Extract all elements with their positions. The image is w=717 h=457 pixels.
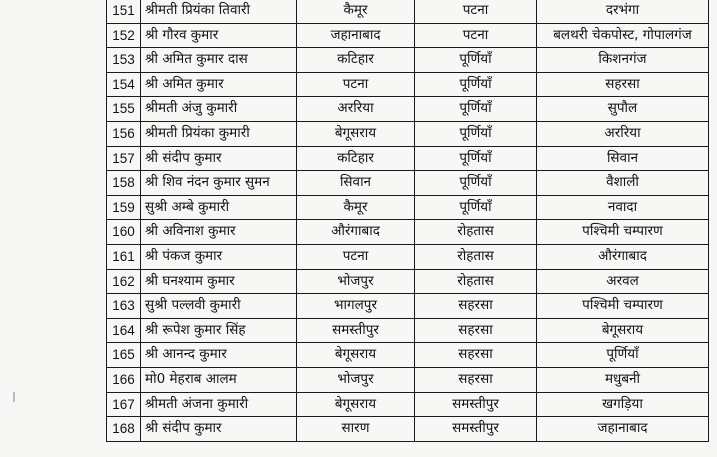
table-row: [107, 343, 709, 368]
current-posting-cell: पूर्णियाँ: [415, 72, 537, 97]
current-posting-cell: पूर्णियाँ: [415, 171, 537, 196]
home-district-cell: कटिहार: [297, 146, 415, 171]
employee-name-cell: मो0 मेहराब आलम: [141, 367, 297, 392]
serial-number-cell: 166: [107, 367, 141, 392]
current-posting-cell: रोहतास: [415, 269, 537, 294]
current-posting-cell: पटना: [415, 23, 537, 48]
employee-name-cell: श्री पंकज कुमार: [141, 244, 297, 269]
serial-number-cell: 151: [107, 0, 141, 23]
employee-name-cell: सुश्री अम्बे कुमारी: [141, 195, 297, 220]
serial-number-cell: 160: [107, 220, 141, 245]
scan-margin-mark: [13, 392, 15, 402]
serial-number-cell: 163: [107, 294, 141, 319]
table-row: [107, 72, 709, 97]
employee-name-cell: श्री रूपेश कुमार सिंह: [141, 318, 297, 343]
table-row: [107, 97, 709, 122]
employee-name-cell: श्रीमती अंजना कुमारी: [141, 392, 297, 417]
table-row: [107, 220, 709, 245]
new-posting-cell: बेगूसराय: [537, 318, 709, 343]
employee-name-cell: श्री अमित कुमार दास: [141, 48, 297, 73]
current-posting-cell: पूर्णियाँ: [415, 97, 537, 122]
home-district-cell: सारण: [297, 417, 415, 442]
home-district-cell: भागलपुर: [297, 294, 415, 319]
current-posting-cell: रोहतास: [415, 244, 537, 269]
employee-name-cell: श्री गौरव कुमार: [141, 23, 297, 48]
home-district-cell: कटिहार: [297, 48, 415, 73]
table-row: [107, 23, 709, 48]
serial-number-cell: 157: [107, 146, 141, 171]
new-posting-cell: अरवल: [537, 269, 709, 294]
new-posting-cell: बलथरी चेकपोस्ट, गोपालगंज: [537, 23, 709, 48]
table-row: [107, 294, 709, 319]
serial-number-cell: 168: [107, 417, 141, 442]
table-row: [107, 318, 709, 343]
serial-number-cell: 164: [107, 318, 141, 343]
employee-name-cell: श्री संदीप कुमार: [141, 417, 297, 442]
employee-name-cell: श्री शिव नंदन कुमार सुमन: [141, 171, 297, 196]
current-posting-cell: पूर्णियाँ: [415, 121, 537, 146]
employee-name-cell: श्री अमित कुमार: [141, 72, 297, 97]
new-posting-cell: औरंगाबाद: [537, 244, 709, 269]
serial-number-cell: 156: [107, 121, 141, 146]
new-posting-cell: अररिया: [537, 121, 709, 146]
table-row: [107, 195, 709, 220]
home-district-cell: कैमूर: [297, 0, 415, 23]
home-district-cell: अररिया: [297, 97, 415, 122]
home-district-cell: बेगूसराय: [297, 343, 415, 368]
serial-number-cell: 161: [107, 244, 141, 269]
current-posting-cell: सहरसा: [415, 294, 537, 319]
new-posting-cell: जहानाबाद: [537, 417, 709, 442]
serial-number-cell: 155: [107, 97, 141, 122]
table-body: [107, 0, 709, 441]
new-posting-cell: सिवान: [537, 146, 709, 171]
current-posting-cell: सहरसा: [415, 367, 537, 392]
new-posting-cell: दरभंगा: [537, 0, 709, 23]
current-posting-cell: पूर्णियाँ: [415, 146, 537, 171]
new-posting-cell: सुपौल: [537, 97, 709, 122]
current-posting-cell: सहरसा: [415, 318, 537, 343]
serial-number-cell: 167: [107, 392, 141, 417]
new-posting-cell: खगड़िया: [537, 392, 709, 417]
transfer-list-table: [106, 0, 709, 442]
home-district-cell: भोजपुर: [297, 269, 415, 294]
new-posting-cell: किशनगंज: [537, 48, 709, 73]
table-row: [107, 417, 709, 442]
table-row: [107, 244, 709, 269]
employee-name-cell: श्री घनश्याम कुमार: [141, 269, 297, 294]
serial-number-cell: 152: [107, 23, 141, 48]
table-row: [107, 0, 709, 23]
current-posting-cell: सहरसा: [415, 343, 537, 368]
current-posting-cell: पूर्णियाँ: [415, 48, 537, 73]
table-row: [107, 171, 709, 196]
new-posting-cell: सहरसा: [537, 72, 709, 97]
home-district-cell: समस्तीपुर: [297, 318, 415, 343]
home-district-cell: कैमूर: [297, 195, 415, 220]
new-posting-cell: पश्चिमी चम्पारण: [537, 294, 709, 319]
current-posting-cell: समस्तीपुर: [415, 417, 537, 442]
new-posting-cell: वैशाली: [537, 171, 709, 196]
home-district-cell: पटना: [297, 72, 415, 97]
home-district-cell: सिवान: [297, 171, 415, 196]
employee-name-cell: श्रीमती प्रियंका तिवारी: [141, 0, 297, 23]
current-posting-cell: पटना: [415, 0, 537, 23]
employee-name-cell: श्रीमती अंजु कुमारी: [141, 97, 297, 122]
serial-number-cell: 153: [107, 48, 141, 73]
table-row: [107, 269, 709, 294]
home-district-cell: बेगूसराय: [297, 121, 415, 146]
home-district-cell: जहानाबाद: [297, 23, 415, 48]
employee-name-cell: श्री संदीप कुमार: [141, 146, 297, 171]
home-district-cell: औरंगाबाद: [297, 220, 415, 245]
home-district-cell: पटना: [297, 244, 415, 269]
table-row: [107, 121, 709, 146]
table-row: [107, 367, 709, 392]
serial-number-cell: 162: [107, 269, 141, 294]
serial-number-cell: 158: [107, 171, 141, 196]
home-district-cell: भोजपुर: [297, 367, 415, 392]
employee-name-cell: श्रीमती प्रियंका कुमारी: [141, 121, 297, 146]
serial-number-cell: 159: [107, 195, 141, 220]
home-district-cell: बेगूसराय: [297, 392, 415, 417]
serial-number-cell: 165: [107, 343, 141, 368]
employee-name-cell: सुश्री पल्लवी कुमारी: [141, 294, 297, 319]
new-posting-cell: पूर्णियाँ: [537, 343, 709, 368]
new-posting-cell: पश्चिमी चम्पारण: [537, 220, 709, 245]
current-posting-cell: पूर्णियाँ: [415, 195, 537, 220]
new-posting-cell: मधुबनी: [537, 367, 709, 392]
employee-name-cell: श्री अविनाश कुमार: [141, 220, 297, 245]
employee-name-cell: श्री आनन्द कुमार: [141, 343, 297, 368]
serial-number-cell: 154: [107, 72, 141, 97]
current-posting-cell: रोहतास: [415, 220, 537, 245]
new-posting-cell: नवादा: [537, 195, 709, 220]
current-posting-cell: समस्तीपुर: [415, 392, 537, 417]
table-row: [107, 146, 709, 171]
table-row: [107, 392, 709, 417]
table-row: [107, 48, 709, 73]
